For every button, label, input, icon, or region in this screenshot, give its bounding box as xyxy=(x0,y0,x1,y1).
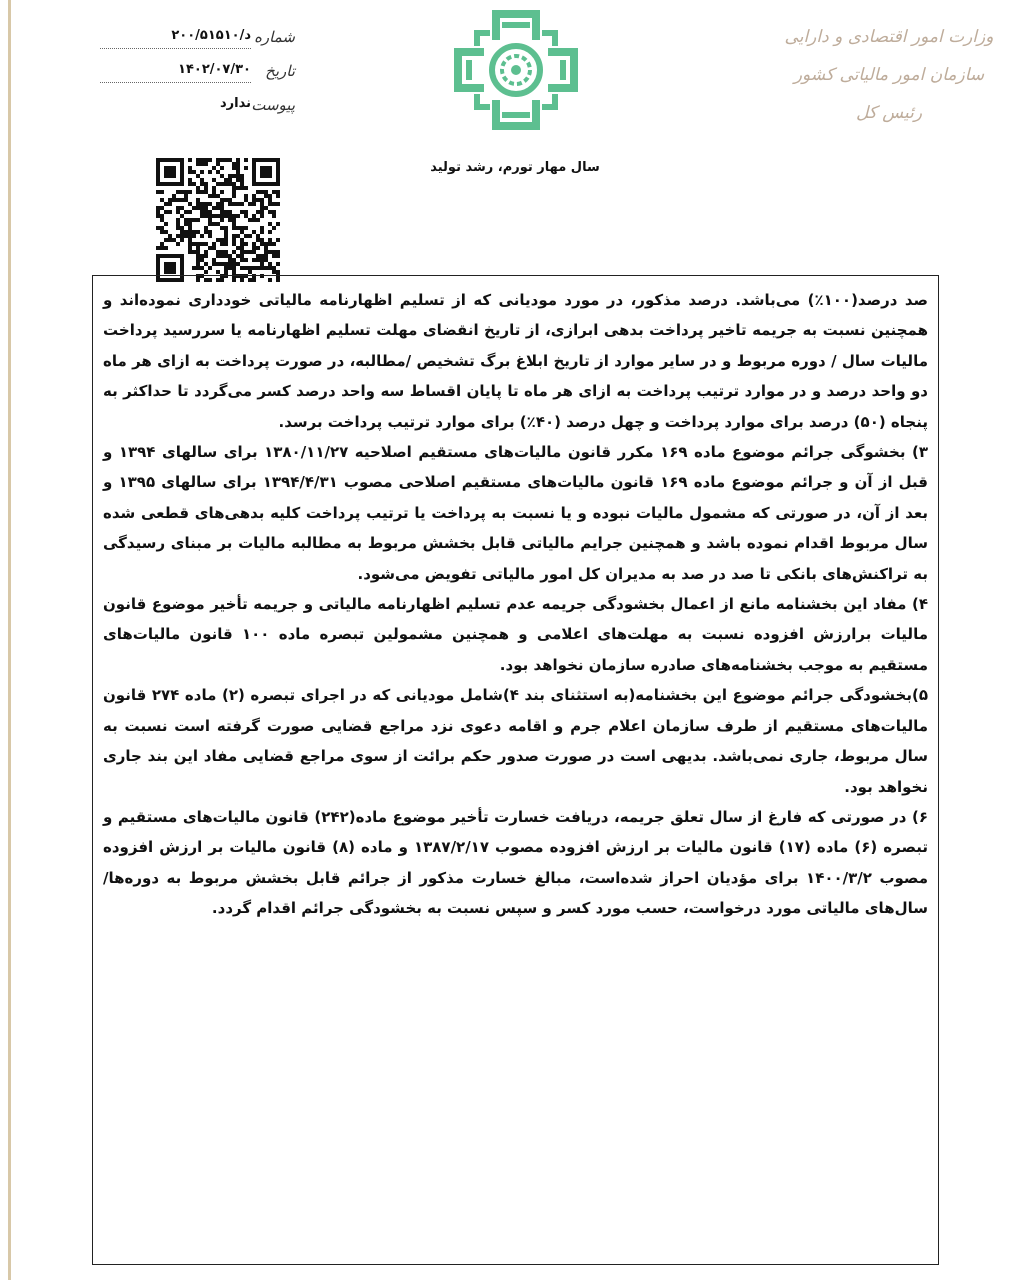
qr-code-icon xyxy=(156,158,280,282)
ministry-line: وزارت امور اقتصادی و دارایی xyxy=(784,27,994,47)
paragraph-item-6: ۶) در صورتی که فارغ از سال تعلق جریمه، دریافت خسارت تأخیر موضوع ماده(۲۴۲) قانون مالیات‌های مستقیم و تبصره (۶) ماده (۱۷) قانون مالیات بر ارزش افزوده مصوب ۱۳۸۷/۲/۱۷ و ماده (۸) قانون مالیات بر ارزش افزوده مصوب ۱۴۰۰/۳/۲ برای مؤدیان احراز شده‌است، مبالغ خسارت مذکور از جرائم قابل بخشش مربوط به دوره‌ها/سال‌های مالیاتی مورد درخواست، حسب مورد کسر و سپس نسبت به بخشودگی جرائم اقدام گردد. xyxy=(103,807,928,918)
dotted-line xyxy=(100,48,251,49)
letter-meta xyxy=(100,26,295,128)
letter-attachment-row xyxy=(100,94,295,128)
tax-organization-logo-icon xyxy=(452,8,580,132)
paragraph-item-4: ۴) مفاد این بخشنامه مانع از اعمال بخشودگی جریمه عدم تسلیم اظهارنامه مالیاتی و جریمه تأخیر موضوع قانون مالیات برارزش افزوده نسبت به مهلت‌های اعلامی و همچنین مشمولین تبصره ماده ۱۰۰ قانون مالیات‌های مستقیم به موجب بخشنامه‌های صادره سازمان نخواهد بود. xyxy=(103,595,928,674)
head-title-line: رئیس کل xyxy=(855,103,923,123)
ministry-header xyxy=(784,18,994,132)
paragraph-item-3: ۳) بخشوگی جرائم موضوع ماده ۱۶۹ مکرر قانون مالیات‌های مستقیم اصلاحیه ۱۳۸۰/۱۱/۲۷ برای سالهای ۱۳۹۴ و قبل از آن و جرائم موضوع ماده ۱۶۹ قانون مالیات‌های مستقیم اصلاحی مصوب ۱۳۹۴/۴/۳۱ برای سالهای ۱۳۹۵ و بعد از آن، در صورتی که مشمول مالیات نبوده و یا نسبت به پرداخت یا ترتیب پرداخت کلیه بدهی‌های قطعی شده سال مربوط اقدام نموده باشد و همچنین جرایم مالیاتی قابل بخشش مربوط به مطالبه مالیات بر مبنای رسیدگی به تراکنش‌های بانکی تا صد در صد به مدیران کل امور مالیاتی تفویض می‌شود. xyxy=(103,443,928,583)
letter-number-row xyxy=(100,26,295,60)
year-motto: سال مهار تورم، رشد تولید xyxy=(430,160,600,175)
letter-number-label: شماره xyxy=(254,28,295,46)
dotted-line xyxy=(100,82,251,83)
letter-date-label: تاریخ xyxy=(265,62,295,80)
letter-number-value: د/۲۰۰/۵۱۵۱۰ xyxy=(171,28,251,43)
letter-date-row xyxy=(100,60,295,94)
paragraph-continuation: صد درصد(۱۰۰٪) می‌باشد. درصد مذکور، در مورد مودیانی که از تسلیم اظهارنامه مالیاتی خودداری نموده‌اند و همچنین نسبت به جریمه تاخیر پرداخت بدهی ابرازی، از تاریخ انقضای مهلت تسلیم اظهارنامه یا سررسید پرداخت مالیات سال / دوره مربوط و در سایر موارد از تاریخ ابلاغ برگ تشخیص /مطالبه، در صورت پرداخت به ازای هر ماه دو واحد درصد و در موارد ترتیب پرداخت به ازای هر ماه تا پایان اقساط سه واحد درصد کسر می‌گردد تا حداکثر به پنجاه (۵۰) درصد برای موارد پرداخت و چهل درصد (۴۰٪) برای موارد ترتیب پرداخت برسد. xyxy=(103,291,928,431)
letter-body-box xyxy=(92,275,939,1265)
letter-body-text xyxy=(103,285,928,924)
letter-date-value: ۱۴۰۲/۰۷/۳۰ xyxy=(178,62,251,77)
letter-attachment-value: ندارد xyxy=(219,96,251,111)
organization-line: سازمان امور مالیاتی کشور xyxy=(793,65,985,85)
letter-attachment-label: پیوست xyxy=(251,96,295,114)
paragraph-item-5: ۵)بخشودگی جرائم موضوع این بخشنامه(به استثنای بند ۴)شامل مودیانی که در اجرای تبصره (۲) ماده ۲۷۴ قانون مالیات‌های مستقیم از طرف سازمان اعلام جرم و اقامه دعوی نزد مراجع قضایی صورت گرفته است نسبت به سال مربوط، جاری نمی‌باشد. بدیهی است در صورت صدور حکم برائت از سوی مراجع قضایی مفاد این بند جاری نخواهد بود. xyxy=(103,686,928,796)
left-edge-line xyxy=(8,0,11,1280)
